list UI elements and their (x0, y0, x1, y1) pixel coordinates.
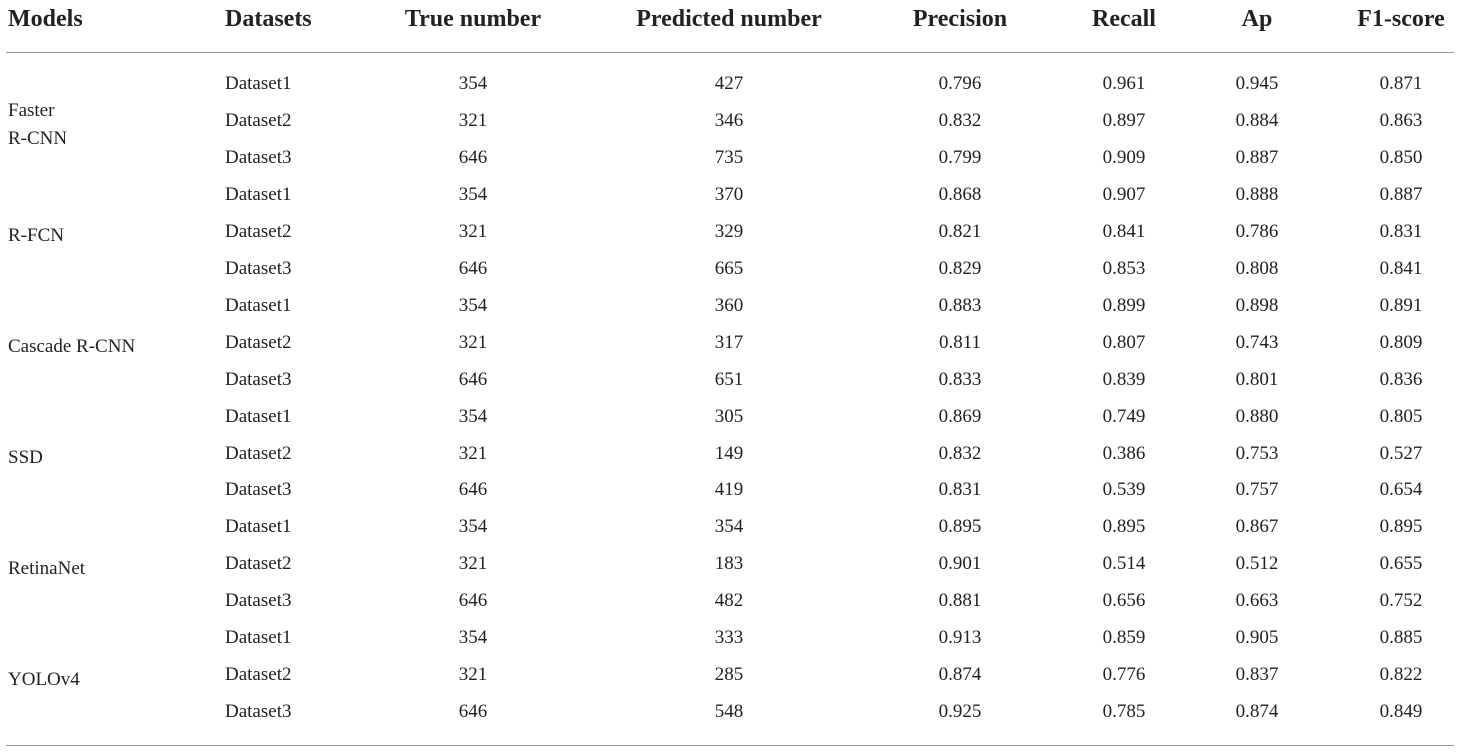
model-name (8, 222, 64, 250)
cell-f1-score: 0.809 (1379, 331, 1423, 353)
cell-true-number: 321 (458, 442, 488, 464)
cell-ap: 0.757 (1235, 479, 1279, 501)
cell-recall: 0.907 (1102, 183, 1146, 205)
model-name-line: SSD (8, 446, 43, 468)
cell-ap: 0.888 (1235, 183, 1279, 205)
cell-precision: 0.796 (938, 73, 982, 94)
cell-dataset: Dataset1 (225, 73, 292, 94)
cell-ap: 0.887 (1235, 146, 1279, 168)
cell-predicted-number: 651 (714, 368, 744, 390)
model-name-line: RetinaNet (8, 557, 86, 579)
cell-f1-score: 0.863 (1379, 109, 1423, 131)
cell-recall: 0.514 (1102, 553, 1146, 575)
cell-true-number: 354 (458, 516, 488, 538)
cell-true-number: 321 (458, 553, 488, 575)
cell-dataset: Dataset1 (225, 405, 292, 427)
cell-recall: 0.859 (1102, 627, 1146, 649)
cell-ap: 0.898 (1235, 294, 1279, 316)
cell-predicted-number: 482 (714, 590, 744, 612)
cell-predicted-number: 665 (714, 257, 744, 279)
cell-f1-score: 0.822 (1379, 664, 1423, 686)
cell-precision: 0.833 (938, 368, 982, 390)
cell-true-number: 321 (458, 220, 488, 242)
cell-precision: 0.821 (938, 220, 982, 242)
cell-f1-score: 0.887 (1379, 183, 1423, 205)
cell-precision: 0.831 (938, 479, 982, 501)
cell-ap: 0.743 (1235, 331, 1279, 353)
model-name-line: R-CNN (8, 128, 68, 150)
model-name (8, 444, 43, 472)
cell-predicted-number: 548 (714, 701, 744, 723)
cell-precision: 0.901 (938, 553, 982, 575)
model-name (8, 333, 135, 361)
cell-true-number: 354 (458, 183, 488, 205)
cell-predicted-number: 360 (714, 294, 744, 316)
cell-predicted-number: 354 (714, 516, 744, 538)
cell-dataset: Dataset1 (225, 627, 292, 649)
header-recall: Recall (1092, 6, 1156, 32)
cell-true-number: 646 (458, 590, 488, 612)
cell-precision: 0.874 (938, 664, 982, 686)
cell-f1-score: 0.654 (1379, 479, 1423, 501)
cell-ap: 0.837 (1235, 664, 1279, 686)
model-name-line: R-FCN (8, 225, 64, 247)
header-ap: Ap (1241, 6, 1273, 32)
cell-dataset: Dataset1 (225, 183, 292, 205)
cell-f1-score: 0.850 (1379, 146, 1423, 168)
cell-predicted-number: 317 (714, 331, 744, 353)
cell-f1-score: 0.752 (1379, 590, 1423, 612)
cell-predicted-number: 419 (714, 479, 744, 501)
cell-f1-score: 0.849 (1379, 701, 1423, 723)
cell-dataset: Dataset3 (225, 368, 292, 390)
cell-f1-score: 0.527 (1379, 442, 1423, 464)
cell-ap: 0.884 (1235, 109, 1279, 131)
cell-precision: 0.869 (938, 405, 982, 427)
cell-f1-score: 0.655 (1379, 553, 1423, 575)
header-datasets: Datasets (225, 6, 312, 32)
cell-f1-score: 0.805 (1379, 405, 1423, 427)
cell-precision: 0.832 (938, 109, 982, 131)
header-true-number: True number (404, 6, 542, 32)
cell-recall: 0.539 (1102, 479, 1146, 501)
cell-recall: 0.897 (1102, 109, 1146, 131)
model-name-line: YOLOv4 (8, 668, 80, 690)
header-predicted-number: Predicted number (636, 6, 822, 32)
cell-precision: 0.829 (938, 257, 982, 279)
cell-predicted-number: 370 (714, 183, 744, 205)
cell-recall: 0.785 (1102, 701, 1146, 723)
model-name-line: Faster (8, 100, 55, 122)
cell-predicted-number: 183 (714, 553, 744, 575)
cell-dataset: Dataset3 (225, 701, 292, 723)
cell-true-number: 354 (458, 73, 488, 94)
cell-recall: 0.961 (1102, 73, 1146, 94)
cell-dataset: Dataset2 (225, 109, 292, 131)
cell-dataset: Dataset3 (225, 479, 292, 501)
cell-ap: 0.753 (1235, 442, 1279, 464)
cell-precision: 0.925 (938, 701, 982, 723)
cell-ap: 0.880 (1235, 405, 1279, 427)
cell-predicted-number: 427 (714, 73, 744, 94)
cell-recall: 0.749 (1102, 405, 1146, 427)
cell-ap: 0.874 (1235, 701, 1279, 723)
cell-dataset: Dataset1 (225, 516, 292, 538)
cell-true-number: 646 (458, 479, 488, 501)
cell-ap: 0.786 (1235, 220, 1279, 242)
cell-true-number: 646 (458, 146, 488, 168)
header-precision: Precision (912, 6, 1008, 32)
cell-precision: 0.895 (938, 516, 982, 538)
cell-dataset: Dataset2 (225, 664, 292, 686)
cell-dataset: Dataset3 (225, 590, 292, 612)
cell-ap: 0.801 (1235, 368, 1279, 390)
cell-recall: 0.899 (1102, 294, 1146, 316)
cell-dataset: Dataset3 (225, 146, 292, 168)
cell-predicted-number: 329 (714, 220, 744, 242)
table-bottom-rule (6, 745, 1454, 746)
cell-recall: 0.386 (1102, 442, 1146, 464)
cell-dataset: Dataset2 (225, 553, 292, 575)
cell-ap: 0.945 (1235, 73, 1279, 94)
cell-ap: 0.663 (1235, 590, 1279, 612)
cell-dataset: Dataset3 (225, 257, 292, 279)
cell-ap: 0.512 (1235, 553, 1279, 575)
cell-precision: 0.868 (938, 183, 982, 205)
cell-predicted-number: 149 (714, 442, 744, 464)
cell-predicted-number: 285 (714, 664, 744, 686)
cell-f1-score: 0.871 (1379, 73, 1423, 94)
cell-ap: 0.905 (1235, 627, 1279, 649)
cell-dataset: Dataset2 (225, 442, 292, 464)
cell-dataset: Dataset2 (225, 331, 292, 353)
cell-f1-score: 0.895 (1379, 516, 1423, 538)
cell-recall: 0.776 (1102, 664, 1146, 686)
cell-predicted-number: 346 (714, 109, 744, 131)
cell-predicted-number: 735 (714, 146, 744, 168)
cell-precision: 0.832 (938, 442, 982, 464)
cell-recall: 0.839 (1102, 368, 1146, 390)
cell-ap: 0.867 (1235, 516, 1279, 538)
cell-f1-score: 0.891 (1379, 294, 1423, 316)
cell-true-number: 354 (458, 405, 488, 427)
header-f1-score: F1-score (1357, 6, 1445, 32)
cell-true-number: 321 (458, 331, 488, 353)
cell-true-number: 321 (458, 664, 488, 686)
cell-f1-score: 0.841 (1379, 257, 1423, 279)
cell-precision: 0.881 (938, 590, 982, 612)
cell-f1-score: 0.831 (1379, 220, 1423, 242)
cell-true-number: 354 (458, 294, 488, 316)
cell-recall: 0.909 (1102, 146, 1146, 168)
model-name-line: Cascade R-CNN (8, 336, 136, 358)
cell-ap: 0.808 (1235, 257, 1279, 279)
cell-recall: 0.841 (1102, 220, 1146, 242)
cell-precision: 0.799 (938, 146, 982, 168)
cell-dataset: Dataset2 (225, 220, 292, 242)
cell-recall: 0.853 (1102, 257, 1146, 279)
cell-true-number: 646 (458, 368, 488, 390)
cell-true-number: 321 (458, 109, 488, 131)
model-name (8, 666, 80, 694)
model-name (8, 555, 85, 583)
cell-predicted-number: 333 (714, 627, 744, 649)
cell-true-number: 646 (458, 257, 488, 279)
header-models: Models (8, 6, 83, 32)
cell-recall: 0.656 (1102, 590, 1146, 612)
cell-predicted-number: 305 (714, 405, 744, 427)
cell-f1-score: 0.836 (1379, 368, 1423, 390)
cell-true-number: 646 (458, 701, 488, 723)
header-divider (6, 52, 1454, 53)
cell-precision: 0.883 (938, 294, 982, 316)
cell-precision: 0.913 (938, 627, 982, 649)
cell-f1-score: 0.885 (1379, 627, 1423, 649)
cell-recall: 0.895 (1102, 516, 1146, 538)
cell-true-number: 354 (458, 627, 488, 649)
cell-recall: 0.807 (1102, 331, 1146, 353)
cell-precision: 0.811 (938, 331, 982, 353)
model-name (8, 97, 67, 153)
cell-dataset: Dataset1 (225, 294, 292, 316)
